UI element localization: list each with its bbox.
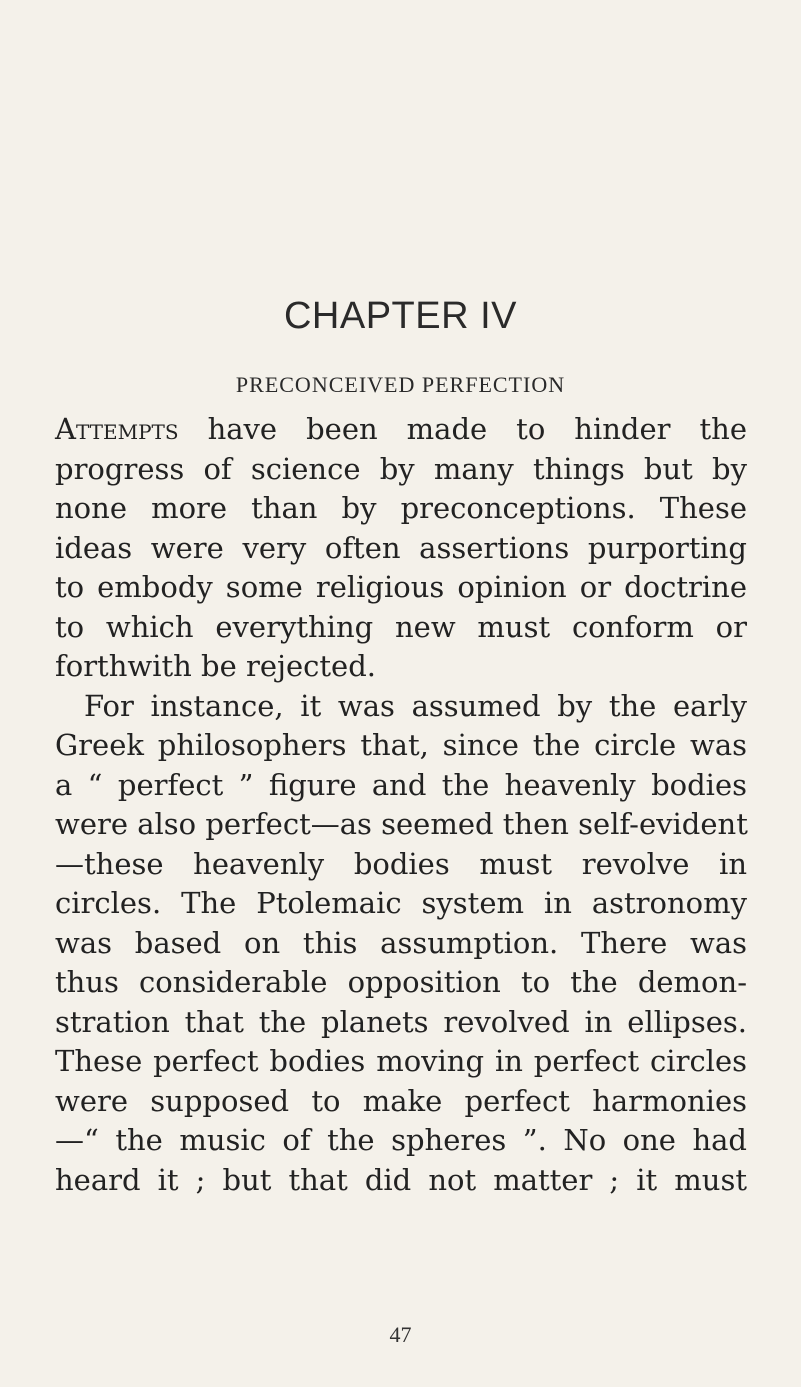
paragraph-1-line: to which everything new must conform or — [55, 609, 747, 644]
paragraph-1-line: ideas were very often assertions purporting — [55, 530, 747, 565]
paragraph-2-line: a “ perfect ” figure and the heavenly bodies — [55, 767, 747, 802]
chapter-subtitle: PRECONCEIVED PERFECTION — [235, 372, 566, 397]
paragraph-1-line: progress of science by many things but by — [55, 451, 747, 486]
paragraph-2-line: heard it ; but that did not matter ; it must — [55, 1162, 747, 1197]
paragraph-1-line: forthwith be rejected. — [55, 649, 376, 683]
paragraph-2-line: was based on this assumption. There was — [55, 925, 747, 960]
paragraph-2-line: stration that the planets revolved in ellipses. — [55, 1004, 747, 1039]
paragraph-2-line: circles. The Ptolemaic system in astronomy — [55, 886, 747, 920]
paragraph-2-line: —these heavenly bodies must revolve in — [55, 846, 747, 881]
paragraph-2-line: were also perfect—as seemed then self-evident — [55, 807, 748, 841]
page-number: 47 — [389, 1322, 412, 1347]
chapter-title: CHAPTER IV — [283, 295, 518, 337]
paragraph-1-line: to embody some religious opinion or doctrine — [55, 570, 747, 604]
paragraph-1-line-1-text: have been made to hinder the — [178, 412, 747, 446]
paragraph-2-line: These perfect bodies moving in perfect circles — [55, 1044, 747, 1078]
paragraph-1-line-1 — [55, 410, 747, 450]
chapter-body — [55, 410, 747, 1200]
paragraph-2-line: —“ the music of the spheres ”. No one had — [55, 1123, 747, 1157]
opening-word: Attempts — [55, 412, 179, 446]
paragraph-2-line: Greek philosophers that, since the circle was — [55, 728, 747, 762]
paragraph-1-line: none more than by preconceptions. These — [55, 491, 747, 525]
paragraph-2-line: were supposed to make perfect harmonies — [55, 1083, 747, 1118]
paragraph-2-line: thus considerable opposition to the demon- — [55, 965, 747, 999]
paragraph-2-line: For instance, it was assumed by the early — [84, 688, 747, 723]
